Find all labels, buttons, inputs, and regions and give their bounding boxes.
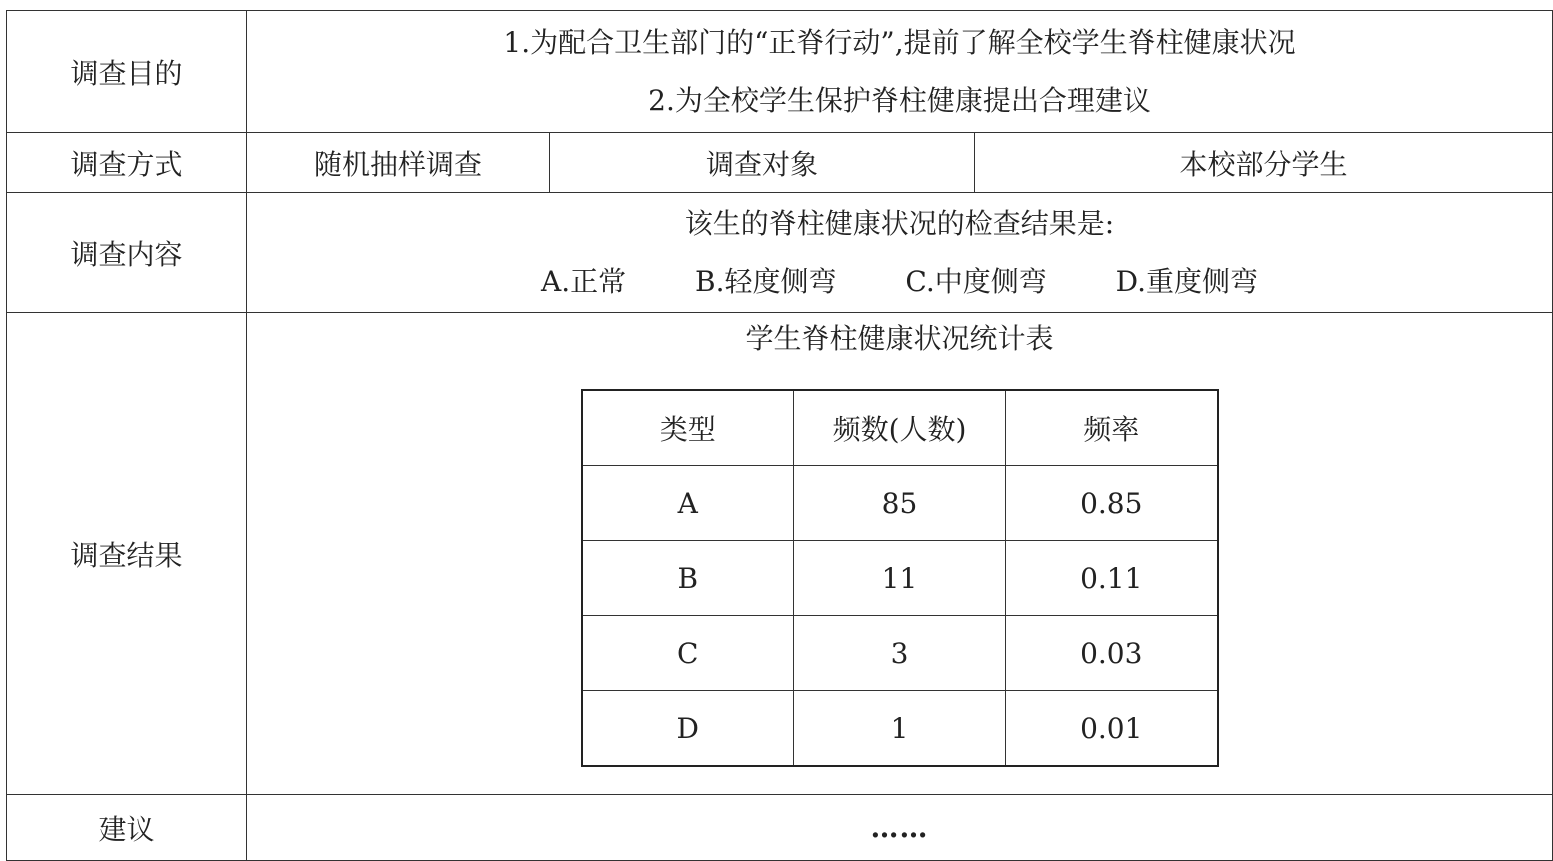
method-value: 随机抽样调查	[247, 133, 550, 193]
option-c: C.中度侧弯	[905, 264, 1047, 298]
suggestion-value: ……	[247, 795, 1553, 861]
purpose-label: 调查目的	[7, 11, 247, 133]
stat-header-row	[582, 390, 1218, 466]
stat-cell-type: B	[582, 541, 794, 616]
option-b: B.轻度侧弯	[695, 264, 837, 298]
stat-cell-count: 3	[794, 616, 1006, 691]
stat-cell-count: 11	[794, 541, 1006, 616]
content-question: 该生的脊柱健康状况的检查结果是:	[684, 206, 1115, 240]
option-a: A.正常	[540, 264, 627, 298]
method-label: 调查方式	[7, 133, 247, 193]
subject-label: 调查对象	[550, 133, 975, 193]
stat-cell-rate: 0.11	[1006, 541, 1218, 616]
stat-cell-type: C	[582, 616, 794, 691]
table-row	[582, 691, 1218, 767]
suggestion-label: 建议	[7, 795, 247, 861]
stat-cell-count: 1	[794, 691, 1006, 767]
content-cell	[247, 193, 1553, 313]
content-label: 调查内容	[7, 193, 247, 313]
stat-cell-type: D	[582, 691, 794, 767]
purpose-line-1: 1.为配合卫生部门的“正脊行动”,提前了解全校学生脊柱健康状况	[503, 25, 1296, 59]
content-options	[247, 253, 1552, 311]
results-cell	[247, 313, 1553, 795]
stat-header-count: 频数(人数)	[794, 390, 1006, 466]
stat-table-title: 学生脊柱健康状况统计表	[745, 322, 1054, 355]
table-row	[582, 466, 1218, 541]
stat-cell-rate: 0.03	[1006, 616, 1218, 691]
stat-cell-count: 85	[794, 466, 1006, 541]
stat-cell-rate: 0.85	[1006, 466, 1218, 541]
purpose-line-2: 2.为全校学生保护脊柱健康提出合理建议	[648, 83, 1151, 117]
table-row	[582, 616, 1218, 691]
subject-value: 本校部分学生	[975, 133, 1553, 193]
purpose-cell	[247, 11, 1553, 133]
stat-cell-type: A	[582, 466, 794, 541]
option-d: D.重度侧弯	[1115, 264, 1258, 298]
stat-header-type: 类型	[582, 390, 794, 466]
table-row	[582, 541, 1218, 616]
results-label: 调查结果	[7, 313, 247, 795]
survey-form	[6, 10, 1553, 861]
stat-cell-rate: 0.01	[1006, 691, 1218, 767]
stat-table	[581, 389, 1219, 767]
stat-header-rate: 频率	[1006, 390, 1218, 466]
